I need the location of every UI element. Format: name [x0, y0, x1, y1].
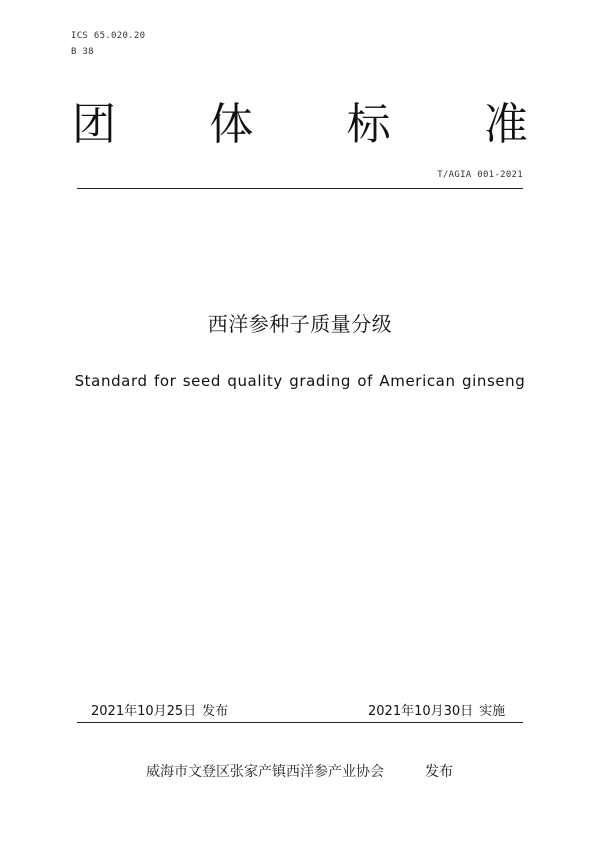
ccs-code: B 38 [71, 47, 94, 57]
issue-date: 2021年10月25日 [91, 704, 197, 719]
ics-code: ICS 65.020.20 [71, 31, 146, 41]
title-char-3: 标 [346, 99, 391, 150]
implement-date-line [368, 703, 505, 721]
issue-word: 发布 [202, 704, 229, 719]
title-char-2: 体 [209, 99, 254, 150]
publisher-publish-word: 发布 [425, 764, 453, 780]
english-title: Standard for seed quality grading of American ginseng [74, 372, 526, 390]
implement-date: 2021年10月30日 [368, 704, 474, 719]
title-char-1: 团 [72, 99, 116, 150]
chinese-title: 西洋参种子质量分级 [207, 312, 393, 336]
bottom-divider [77, 722, 523, 723]
title-char-4: 准 [483, 99, 528, 150]
issue-date-line [91, 703, 228, 721]
standard-type-title [72, 100, 528, 150]
top-divider [77, 188, 523, 189]
implement-word: 实施 [479, 704, 506, 719]
standard-number: T/AGIA 001-2021 [437, 170, 523, 180]
publisher-name: 威海市文登区张家产镇西洋参产业协会 [146, 764, 384, 780]
